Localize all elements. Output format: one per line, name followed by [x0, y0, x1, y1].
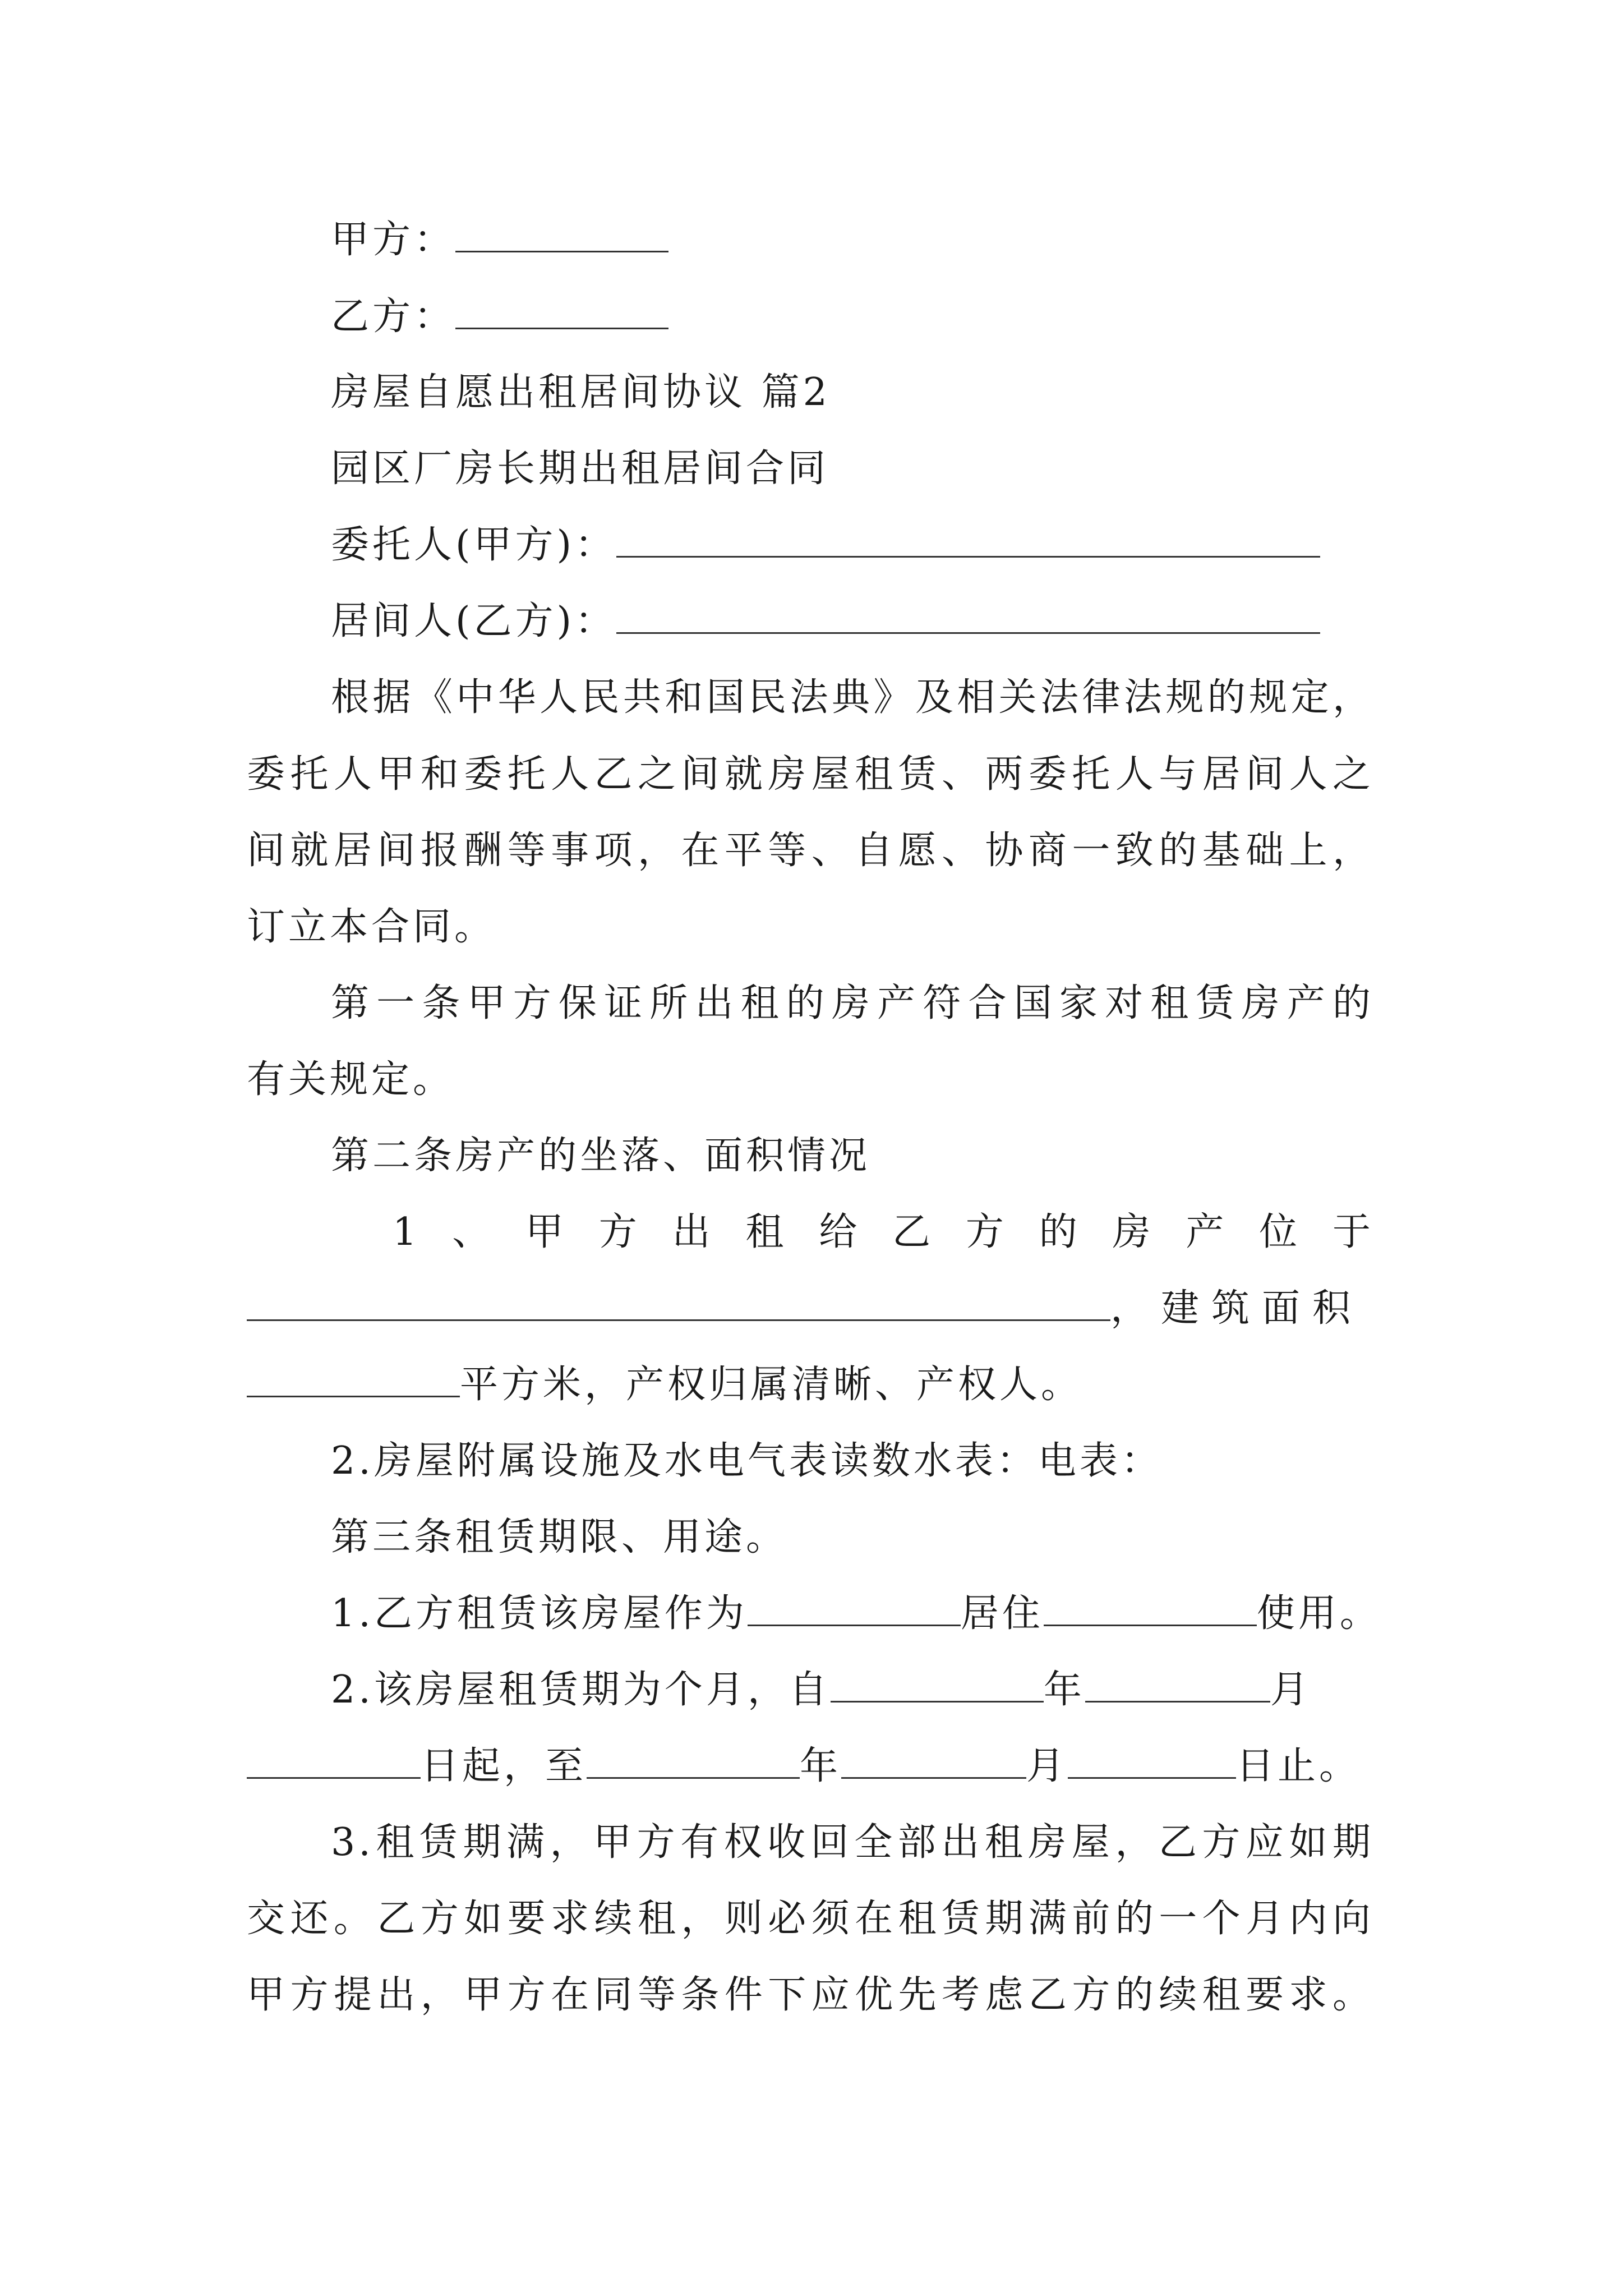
- intermediary-line: [331, 595, 1458, 648]
- purpose-blank-1: [748, 1590, 961, 1626]
- article-3-item-1: [331, 1587, 1458, 1641]
- party-a-blank: [455, 216, 668, 252]
- item-2-month-label: 月: [1270, 1668, 1312, 1712]
- party-b-line: [331, 290, 1458, 344]
- start-year-blank: [831, 1666, 1044, 1703]
- party-b-blank: [455, 293, 668, 329]
- party-b-label: 乙方：: [331, 295, 456, 339]
- item-1-text-b: 居住: [960, 1591, 1044, 1636]
- end-year-blank: [587, 1742, 800, 1779]
- article-3-item-3-line-1: 3.租赁期满，甲方有权收回全部出租房屋，乙方应如期: [331, 1820, 1374, 1865]
- intro-line-4: 订立本合同。: [247, 905, 496, 949]
- article-3-item-3-line-3: 甲方提出，甲方在同等条件下应优先考虑乙方的续租要求。: [247, 1973, 1374, 2017]
- item-1-text-a: 1.乙方租赁该房屋作为: [331, 1591, 748, 1636]
- item-2-text-c: 日止。: [1236, 1744, 1361, 1788]
- principal-blank: [616, 521, 1320, 558]
- intro-line-2: 委托人甲和委托人乙之间就房屋租赁、两委托人与居间人之: [247, 752, 1374, 797]
- item-2-text-a: 2.该房屋租赁期为个月，自: [331, 1668, 831, 1712]
- item-2-text-b: 日起，至: [421, 1744, 587, 1788]
- item-2-end-year-label: 年: [800, 1744, 842, 1788]
- end-month-blank: [841, 1742, 1026, 1779]
- article-3-item-3-line-2: 交还。乙方如要求续租，则必须在租赁期满前的一个月内向: [247, 1897, 1374, 1941]
- intro-line-1: 根据《中华人民共和国民法典》及相关法律法规的规定，: [331, 675, 1374, 720]
- article-2-item-2: 2.房屋附属设施及水电气表读数水表：电表：: [331, 1439, 1163, 1483]
- principal-line: [331, 518, 1458, 572]
- intro-line-3: 间就居间报酬等事项，在平等、自愿、协商一致的基础上，: [247, 829, 1374, 873]
- purpose-blank-2: [1044, 1590, 1257, 1626]
- party-a-line: [331, 213, 1458, 267]
- item-1-text-c: 使用。: [1256, 1591, 1381, 1636]
- end-day-blank: [1068, 1742, 1236, 1779]
- article-2-item-1-line-3: [247, 1358, 1374, 1412]
- area-unit-text: 平方米，产权归属清晰、产权人。: [460, 1363, 1083, 1407]
- building-area-label: ，建筑面积: [1110, 1286, 1363, 1331]
- article-3-item-2-line-2: [247, 1740, 1374, 1793]
- start-month-blank: [1085, 1666, 1270, 1703]
- article-3-title: 第三条租赁期限、用途。: [331, 1515, 788, 1559]
- article-2-title: 第二条房产的坐落、面积情况: [331, 1134, 871, 1178]
- item-2-end-month-label: 月: [1026, 1744, 1068, 1788]
- article-2-item-1-line-1: 1、甲方出租给乙方的房产位于: [393, 1210, 1374, 1254]
- start-day-blank: [247, 1742, 421, 1779]
- contract-title: 园区厂房长期出租居间合同: [331, 447, 829, 491]
- article-3-item-2-line-1: [331, 1663, 1458, 1717]
- article-1-line-2: 有关规定。: [247, 1057, 455, 1102]
- location-blank: [247, 1285, 1110, 1321]
- area-blank: [247, 1361, 460, 1397]
- article-1-line-1: 第一条甲方保证所出租的房产符合国家对租赁房产的: [331, 981, 1374, 1025]
- article-2-item-1-line-2: [247, 1282, 1374, 1336]
- intermediary-label: 居间人(乙方)：: [331, 599, 617, 643]
- section-reference: 房屋自愿出租居间协议 篇2: [331, 370, 831, 415]
- item-2-year-label: 年: [1043, 1668, 1085, 1712]
- principal-label: 委托人(甲方)：: [331, 523, 617, 567]
- intermediary-blank: [616, 597, 1320, 634]
- party-a-label: 甲方：: [331, 218, 456, 262]
